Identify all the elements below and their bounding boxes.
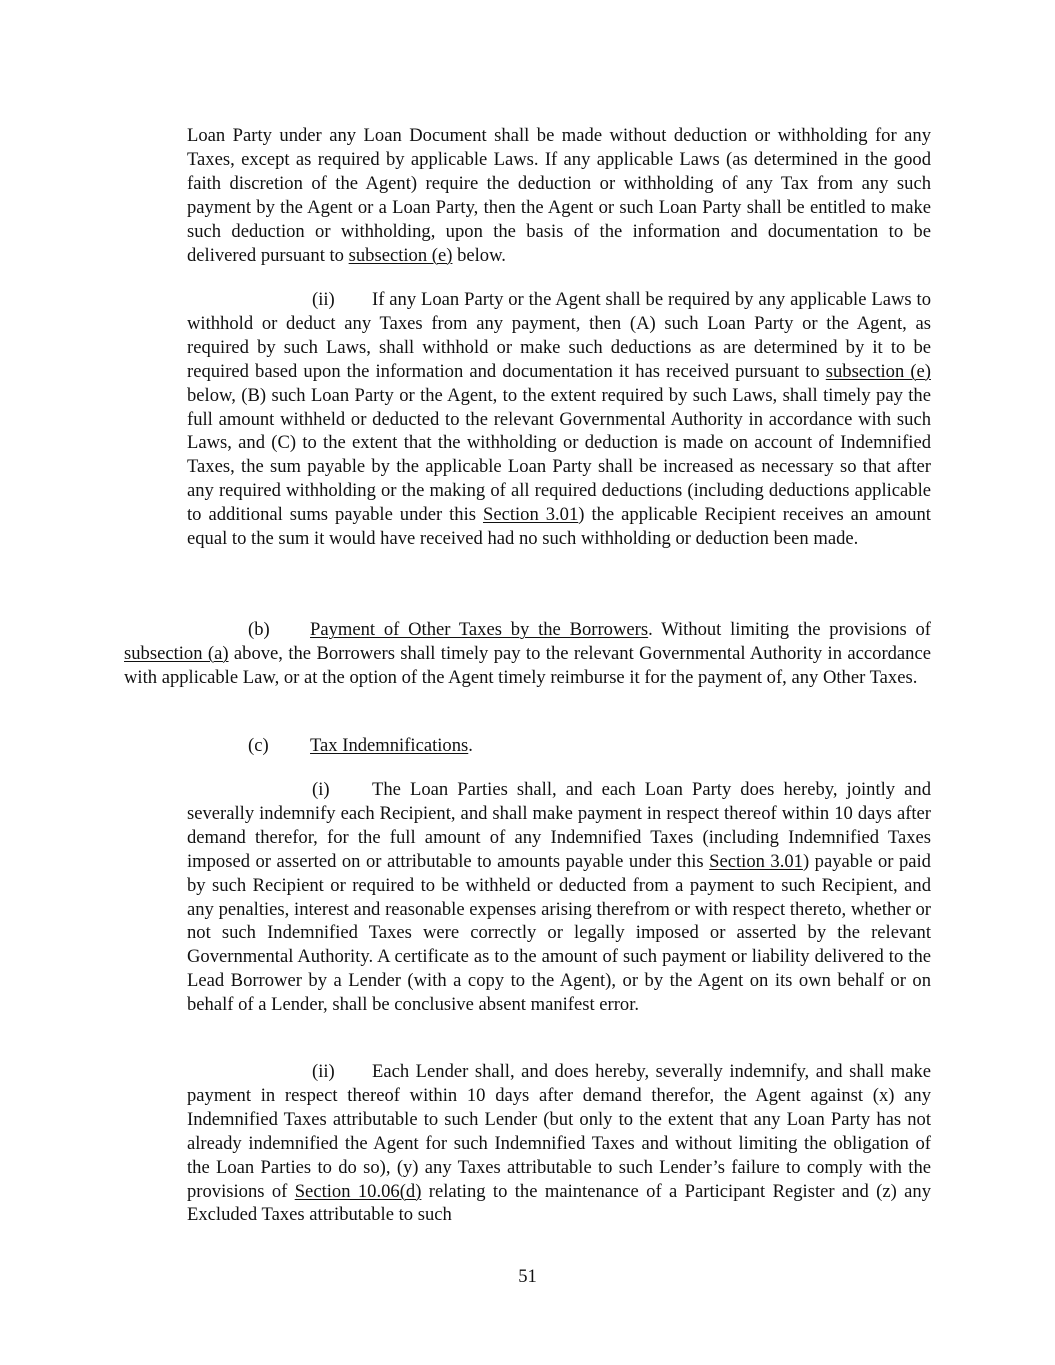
cross-reference-link[interactable]: subsection (e) [348,244,453,266]
paragraph-label: (ii) [312,289,335,310]
paragraph-text: below. [452,244,506,266]
paragraph-label: (ii) [312,1061,335,1082]
section-heading: Tax Indemnifications [310,735,469,756]
paragraph-text: below, (B) such Loan Party or the Agent, to the extent required by such Laws, shall timely pay the full amount withheld or deducted to the relevant Governmental Authority in accordance with such Laws, and (C) to the extent that the withholding or deduction is made on account of Indemnified Taxes, the sum payable by the applicable Loan Party shall be increased as necessary so that after any required withholding or the making of all required deductions (including deductions applicable to additional sums payable under this [187,384,931,526]
page-number: 51 [518,1266,537,1287]
paragraph-text: The Loan Parties shall, and each Loan Party does hereby, jointly and severally indemnify each Recipient, and shall make payment in respect thereof within 10 days after demand therefor, for the full amount of any Indemnified Taxes (including Indemnified Taxes imposed or asserted on or attributable to amounts payable under this [187,779,931,872]
paragraph-c [124,734,931,758]
cross-reference-link[interactable]: Section 3.01 [709,850,803,872]
paragraph-label: (i) [312,779,330,800]
paragraph-b [124,618,931,690]
paragraph-label: (b) [248,619,270,640]
paragraph-text: . Without limiting the provisions of [648,619,932,640]
paragraph-c-ii [187,1060,931,1227]
cross-reference-link[interactable]: subsection (e) [825,360,931,382]
paragraph-text: ) payable or paid by such Recipient or required to be withheld or deducted from a payment to such Recipient, and any penalties, interest and reasonable expenses arising therefrom or with respect thereto, whether or not such Indemnified Taxes were correctly or legally imposed or asserted by the relevant Governmental Authority. A certificate as to the amount of such payment or liability delivered to the Lead Borrower by a Lender (with a copy to the Agent), or by the Agent on its own behalf or on behalf of a Lender, shall be conclusive absent manifest error. [187,850,931,1016]
paragraph-a-i-continued [187,124,931,267]
paragraph-c-i [187,778,931,1017]
paragraph-text: above, the Borrowers shall timely pay to the relevant Governmental Authority in accordance with applicable Law, or at the option of the Agent timely reimburse it for the payment of, any Other Taxes. [124,642,931,688]
cross-reference-link[interactable]: subsection (a) [124,642,229,664]
paragraph-label: (c) [248,735,269,756]
cross-reference-link[interactable]: Section 3.01 [482,504,579,526]
paragraph-text: relating to the maintenance of a Participant Register and (z) any Excluded Taxes attributable to such [187,1180,932,1226]
cross-reference-link[interactable]: Section 10.06(d) [294,1180,422,1202]
paragraph-a-ii [187,288,931,551]
paragraph-text: Loan Party under any Loan Document shall be made without deduction or withholding for any Taxes, except as required by applicable Laws. If any applicable Laws (as determined in the good faith discretion of the Agent) require the deduction or withholding of any Tax from any such payment by the Agent or a Loan Party, then the Agent or such Loan Party shall be entitled to make such deduction or withholding, upon the basis of the information and documentation to be delivered pursuant to [187,125,931,266]
paragraph-text: ) the applicable Recipient receives an amount equal to the sum it would have received had no such withholding or deduction been made. [187,504,931,550]
paragraph-text: If any Loan Party or the Agent shall be required by any applicable Laws to withhold or deduct any Taxes from any payment, then (A) such Loan Party or the Agent, as required by such Laws, shall withhold or make such deductions as are determined by it to be required based upon the information and documentation it has received pursuant to [187,289,931,382]
section-heading: Payment of Other Taxes by the Borrowers [310,619,649,640]
paragraph-text: . [468,735,473,756]
paragraph-text: Each Lender shall, and does hereby, severally indemnify, and shall make payment in respect thereof within 10 days after demand therefor, the Agent against (x) any Indemnified Taxes attributable to such Lender (but only to the extent that any Loan Party has not already indemnified the Agent for such Indemnified Taxes and without limiting the obligation of the Loan Parties to do so), (y) any Taxes attributable to such Lender’s failure to comply with the provisions of [187,1061,931,1202]
